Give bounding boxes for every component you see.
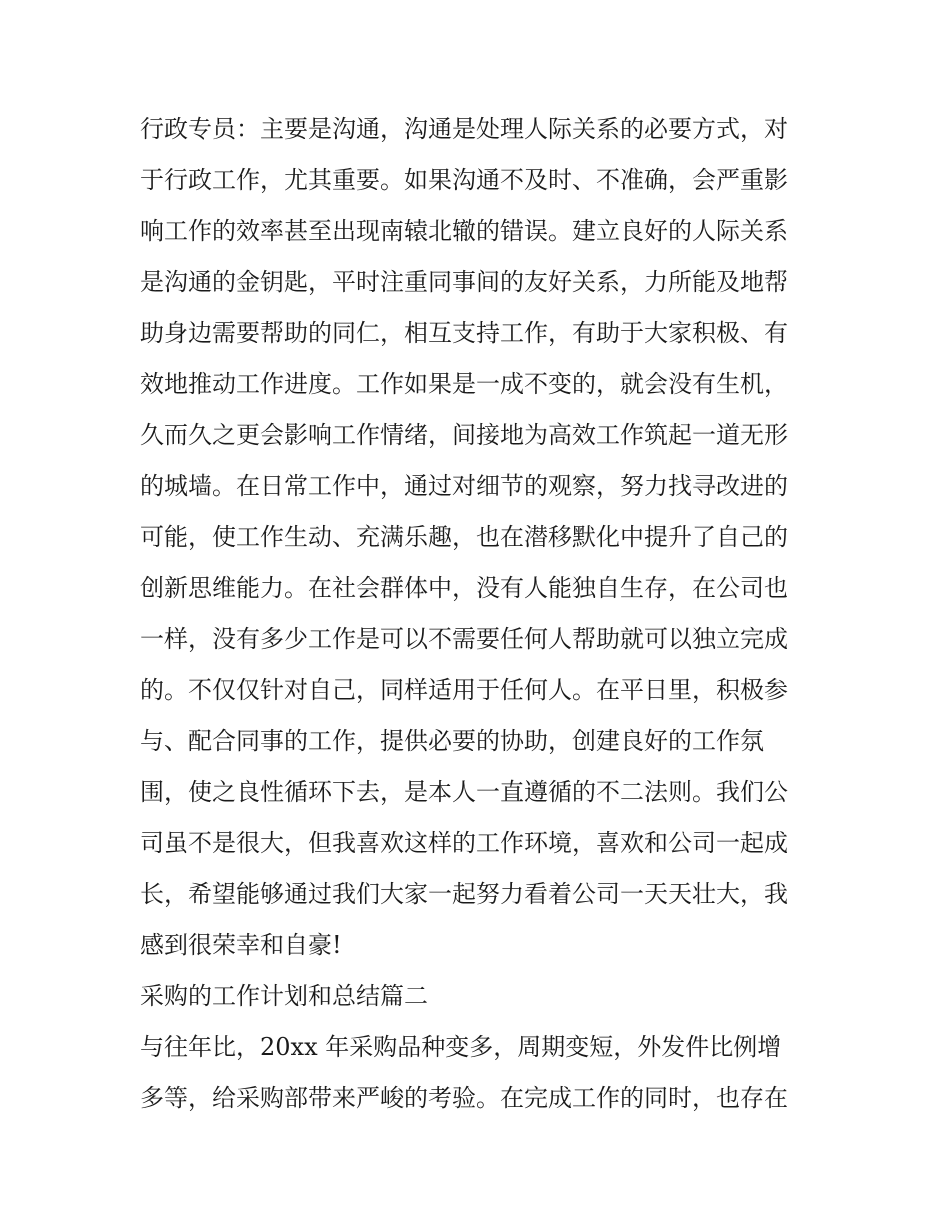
text-line: 长，希望能够通过我们大家一起努力看着公司一天天壮大，我 [140, 880, 788, 908]
text-line: 一样，没有多少工作是可以不需要任何人帮助就可以独立完成 [140, 625, 788, 653]
text-line: 创新思维能力。在社会群体中，没有人能独自生存，在公司也 [140, 574, 788, 602]
text-line: 司虽不是很大，但我喜欢这样的工作环境，喜欢和公司一起成 [140, 829, 788, 857]
text-line: 围，使之良性循环下去，是本人一直遵循的不二法则。我们公 [140, 778, 788, 806]
text-line: 响工作的效率甚至出现南辕北辙的错误。建立良好的人际关系 [140, 217, 788, 245]
paragraph-2 [140, 1022, 812, 1124]
paragraph-1 [140, 104, 812, 971]
text-line: 效地推动工作进度。工作如果是一成不变的，就会没有生机， [140, 370, 788, 398]
text-line: 感到很荣幸和自豪! [140, 931, 342, 959]
text-line: 多等，给采购部带来严峻的考验。在完成工作的同时，也存在 [140, 1084, 788, 1112]
text-line: 助身边需要帮助的同仁，相互支持工作，有助于大家积极、有 [140, 319, 788, 347]
text-line: 与、配合同事的工作，提供必要的协助，创建良好的工作氛 [140, 727, 764, 755]
text-line: 与往年比，20xx 年采购品种变多，周期变短，外发件比例增 [140, 1033, 782, 1061]
text-line: 的。不仅仅针对自己，同样适用于任何人。在平日里，积极参 [140, 676, 788, 704]
text-line: 的城墙。在日常工作中，通过对细节的观察，努力找寻改进的 [140, 472, 788, 500]
text-line: 行政专员：主要是沟通，沟通是处理人际关系的必要方式，对 [140, 115, 788, 143]
section-heading: 采购的工作计划和总结篇二 [140, 982, 428, 1010]
document-body [140, 104, 812, 1124]
text-line: 可能，使工作生动、充满乐趣，也在潜移默化中提升了自己的 [140, 523, 788, 551]
text-line: 是沟通的金钥匙，平时注重同事间的友好关系，力所能及地帮 [140, 268, 788, 296]
text-line: 于行政工作，尤其重要。如果沟通不及时、不准确，会严重影 [140, 166, 788, 194]
text-line: 久而久之更会影响工作情绪，间接地为高效工作筑起一道无形 [140, 421, 788, 449]
